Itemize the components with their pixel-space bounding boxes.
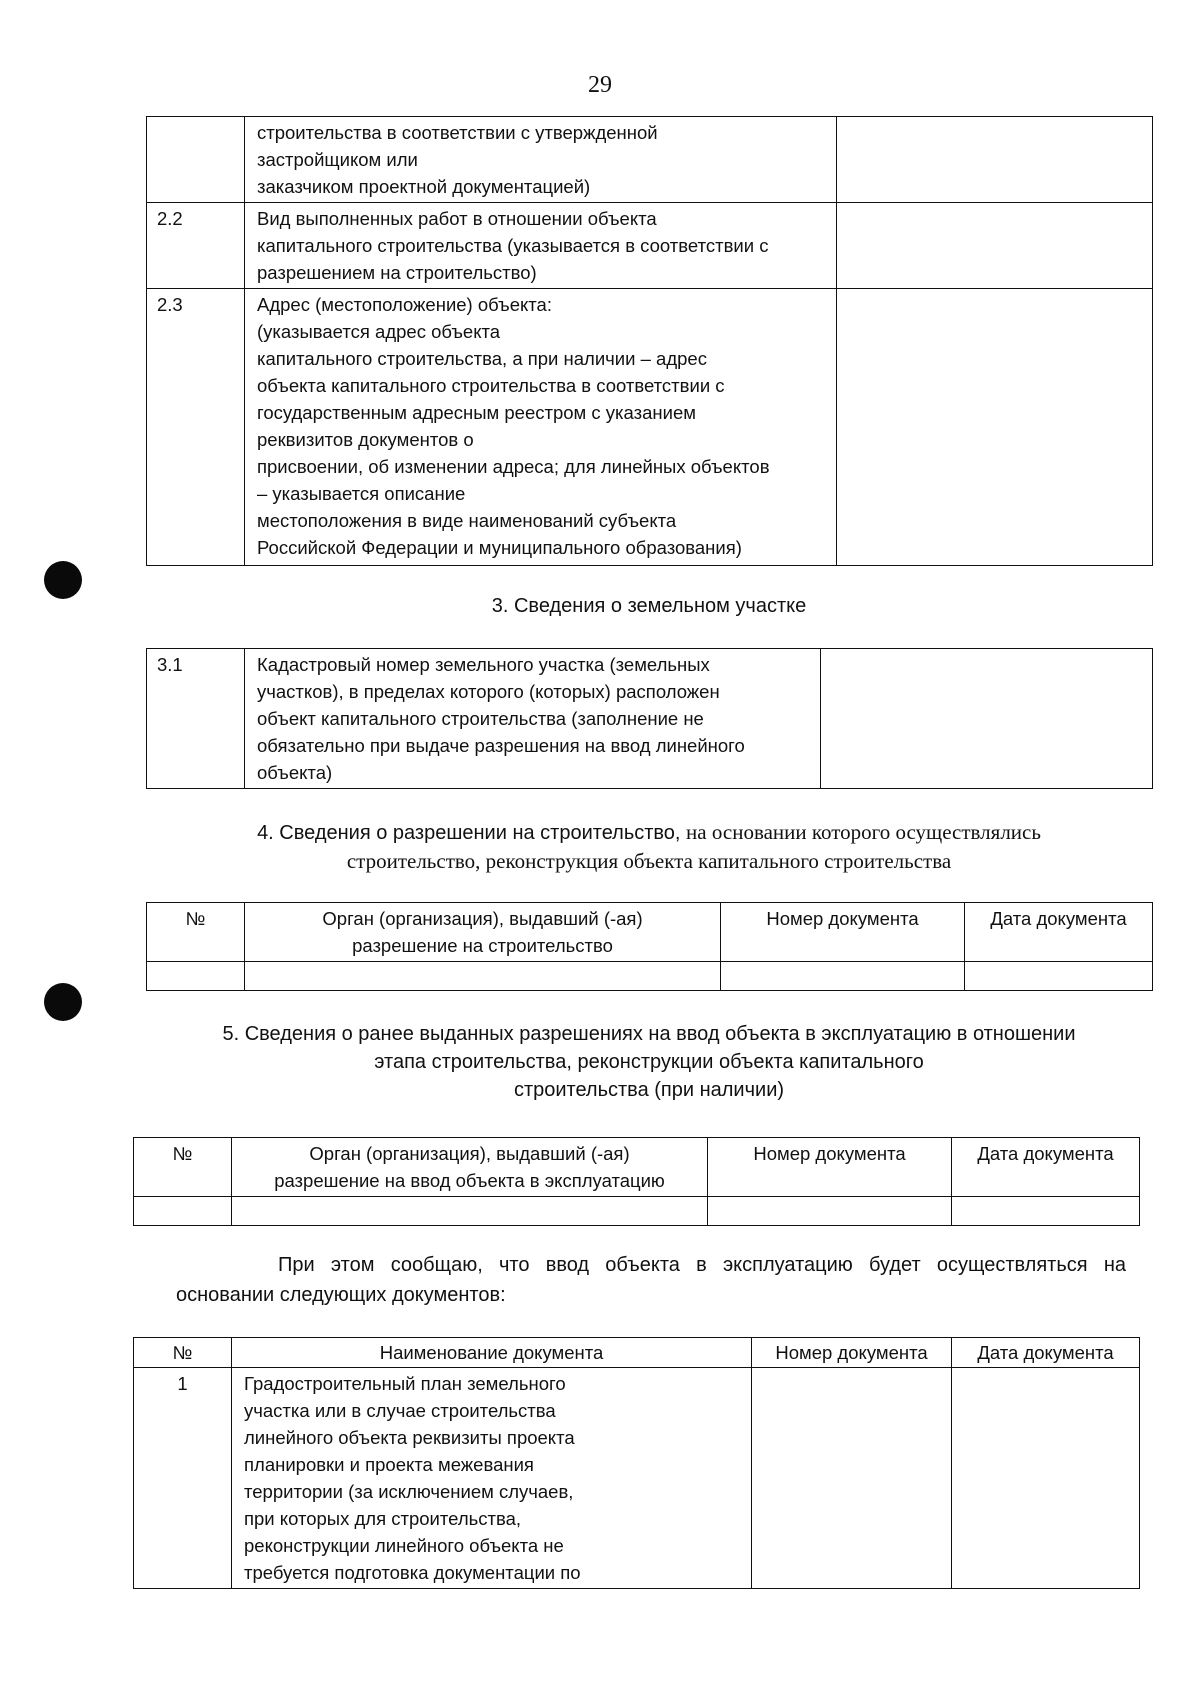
text-line: государственным адресным реестром с указанием [257, 402, 696, 423]
table-header-row [147, 903, 1153, 962]
row-number [147, 117, 245, 203]
object-info-table [146, 116, 1153, 566]
text-line: участка или в случае строительства [244, 1400, 556, 1421]
section5-title-line1: 5. Сведения о ранее выданных разрешениях на ввод объекта в эксплуатацию в отношении [222, 1023, 1076, 1045]
section5-title-line3: строительства (при наличии) [513, 1079, 785, 1101]
table-row [147, 203, 1153, 289]
text-line: Российской Федерации и муниципального образования) [257, 537, 742, 558]
table-row [147, 289, 1153, 566]
documents-table [133, 1337, 1140, 1589]
cell-org[interactable] [245, 962, 721, 991]
statement-line2: основании следующих документов: [176, 1284, 506, 1306]
text-line: обязательно при выдаче разрешения на ввод линейного [257, 735, 745, 756]
cell-doc-number[interactable] [752, 1368, 952, 1589]
page-number: 29 [588, 72, 612, 98]
row-value-cell[interactable] [837, 289, 1153, 566]
text-line: планировки и проекта межевания [244, 1454, 534, 1475]
text-line: реквизитов документов о [257, 429, 474, 450]
text-line: объекта) [257, 762, 333, 783]
text-line: (указывается адрес объекта [257, 321, 501, 342]
row-description [245, 289, 837, 566]
text-line: заказчиком проектной документацией) [257, 176, 591, 197]
text-line: участков), в пределах которого (которых) расположен [257, 681, 720, 702]
table-row [147, 117, 1153, 203]
statement-paragraph [176, 1250, 1126, 1310]
section5-title-line2: этапа строительства, реконструкции объекта капитального [374, 1051, 924, 1073]
section3-title: 3. Сведения о земельном участке [491, 595, 807, 617]
text-line: Адрес (местоположение) объекта: [257, 294, 552, 315]
header-name: Наименование документа [232, 1338, 752, 1368]
cell-doc-date[interactable] [965, 962, 1153, 991]
header-doc-number: Номер документа [752, 1338, 952, 1368]
table-header-row [134, 1138, 1140, 1197]
text-line: Градостроительный план земельного [244, 1373, 566, 1394]
text-line: объекта капитального строительства в соответствии с [257, 375, 725, 396]
row-description [245, 117, 837, 203]
text-line: застройщиком или [257, 149, 418, 170]
cell-doc-number[interactable] [721, 962, 965, 991]
text-line: местоположения в виде наименований субъекта [257, 510, 677, 531]
row-number: 3.1 [147, 649, 245, 789]
text-line: территории (за исключением случаев, [244, 1481, 574, 1502]
header-num: № [134, 1138, 232, 1197]
row-number: 2.2 [147, 203, 245, 289]
statement-line1: При этом сообщаю, что ввод объекта в эксплуатацию будет осуществляться на [278, 1254, 1126, 1276]
header-doc-number: Номер документа [708, 1138, 952, 1197]
header-num: № [134, 1338, 232, 1368]
table-row [134, 1197, 1140, 1226]
row-description [245, 649, 821, 789]
text-line: при которых для строительства, [244, 1508, 522, 1529]
text-line: – указывается описание [257, 483, 466, 504]
text-line: разрешением на строительство) [257, 262, 537, 283]
row-number: 1 [134, 1368, 232, 1589]
header-doc-number: Номер документа [721, 903, 965, 962]
table-header-row [134, 1338, 1140, 1368]
cell-doc-number[interactable] [708, 1197, 952, 1226]
text-line: реконструкции линейного объекта не [244, 1535, 564, 1556]
section5-title [146, 1020, 1152, 1104]
header-num: № [147, 903, 245, 962]
cell-num[interactable] [134, 1197, 232, 1226]
table-row [147, 962, 1153, 991]
cell-org[interactable] [232, 1197, 708, 1226]
section4-title-line1: 4. Сведения о разрешении на строительство, на основании которого осуществлялись [257, 820, 1041, 844]
section4-title [146, 818, 1152, 875]
header-doc-date: Дата документа [952, 1138, 1140, 1197]
text-line: капитального строительства (указывается в соответствии с [257, 235, 769, 256]
table-row [134, 1368, 1140, 1589]
row-value-cell[interactable] [821, 649, 1153, 789]
row-document-name [232, 1368, 752, 1589]
header-doc-date: Дата документа [965, 903, 1153, 962]
row-number: 2.3 [147, 289, 245, 566]
row-value-cell[interactable] [837, 117, 1153, 203]
text-line: требуется подготовка документации по [244, 1562, 581, 1583]
text-line: объект капитального строительства (заполнение не [257, 708, 704, 729]
cell-doc-date[interactable] [952, 1197, 1140, 1226]
text-line: Кадастровый номер земельного участка (земельных [257, 654, 710, 675]
punch-hole-bottom [44, 983, 82, 1021]
text-line: присвоении, об изменении адреса; для линейных объектов [257, 456, 770, 477]
text-line: линейного объекта реквизиты проекта [244, 1427, 575, 1448]
cell-doc-date[interactable] [952, 1368, 1140, 1589]
construction-permit-table [146, 902, 1153, 991]
section4-title-line2: строительство, реконструкция объекта капитального строительства [346, 849, 952, 873]
header-doc-date: Дата документа [952, 1338, 1140, 1368]
text-line: капитального строительства, а при наличии – адрес [257, 348, 707, 369]
header-org: Орган (организация), выдавший (-ая) разрешение на строительство [245, 903, 721, 962]
text-line: Вид выполненных работ в отношении объекта [257, 208, 657, 229]
punch-hole-top [44, 561, 82, 599]
land-plot-table [146, 648, 1153, 789]
row-description [245, 203, 837, 289]
cell-num[interactable] [147, 962, 245, 991]
row-value-cell[interactable] [837, 203, 1153, 289]
text-line: строительства в соответствии с утвержденной [257, 122, 658, 143]
table-row [147, 649, 1153, 789]
previous-permits-table [133, 1137, 1140, 1226]
header-org: Орган (организация), выдавший (-ая) разрешение на ввод объекта в эксплуатацию [232, 1138, 708, 1197]
